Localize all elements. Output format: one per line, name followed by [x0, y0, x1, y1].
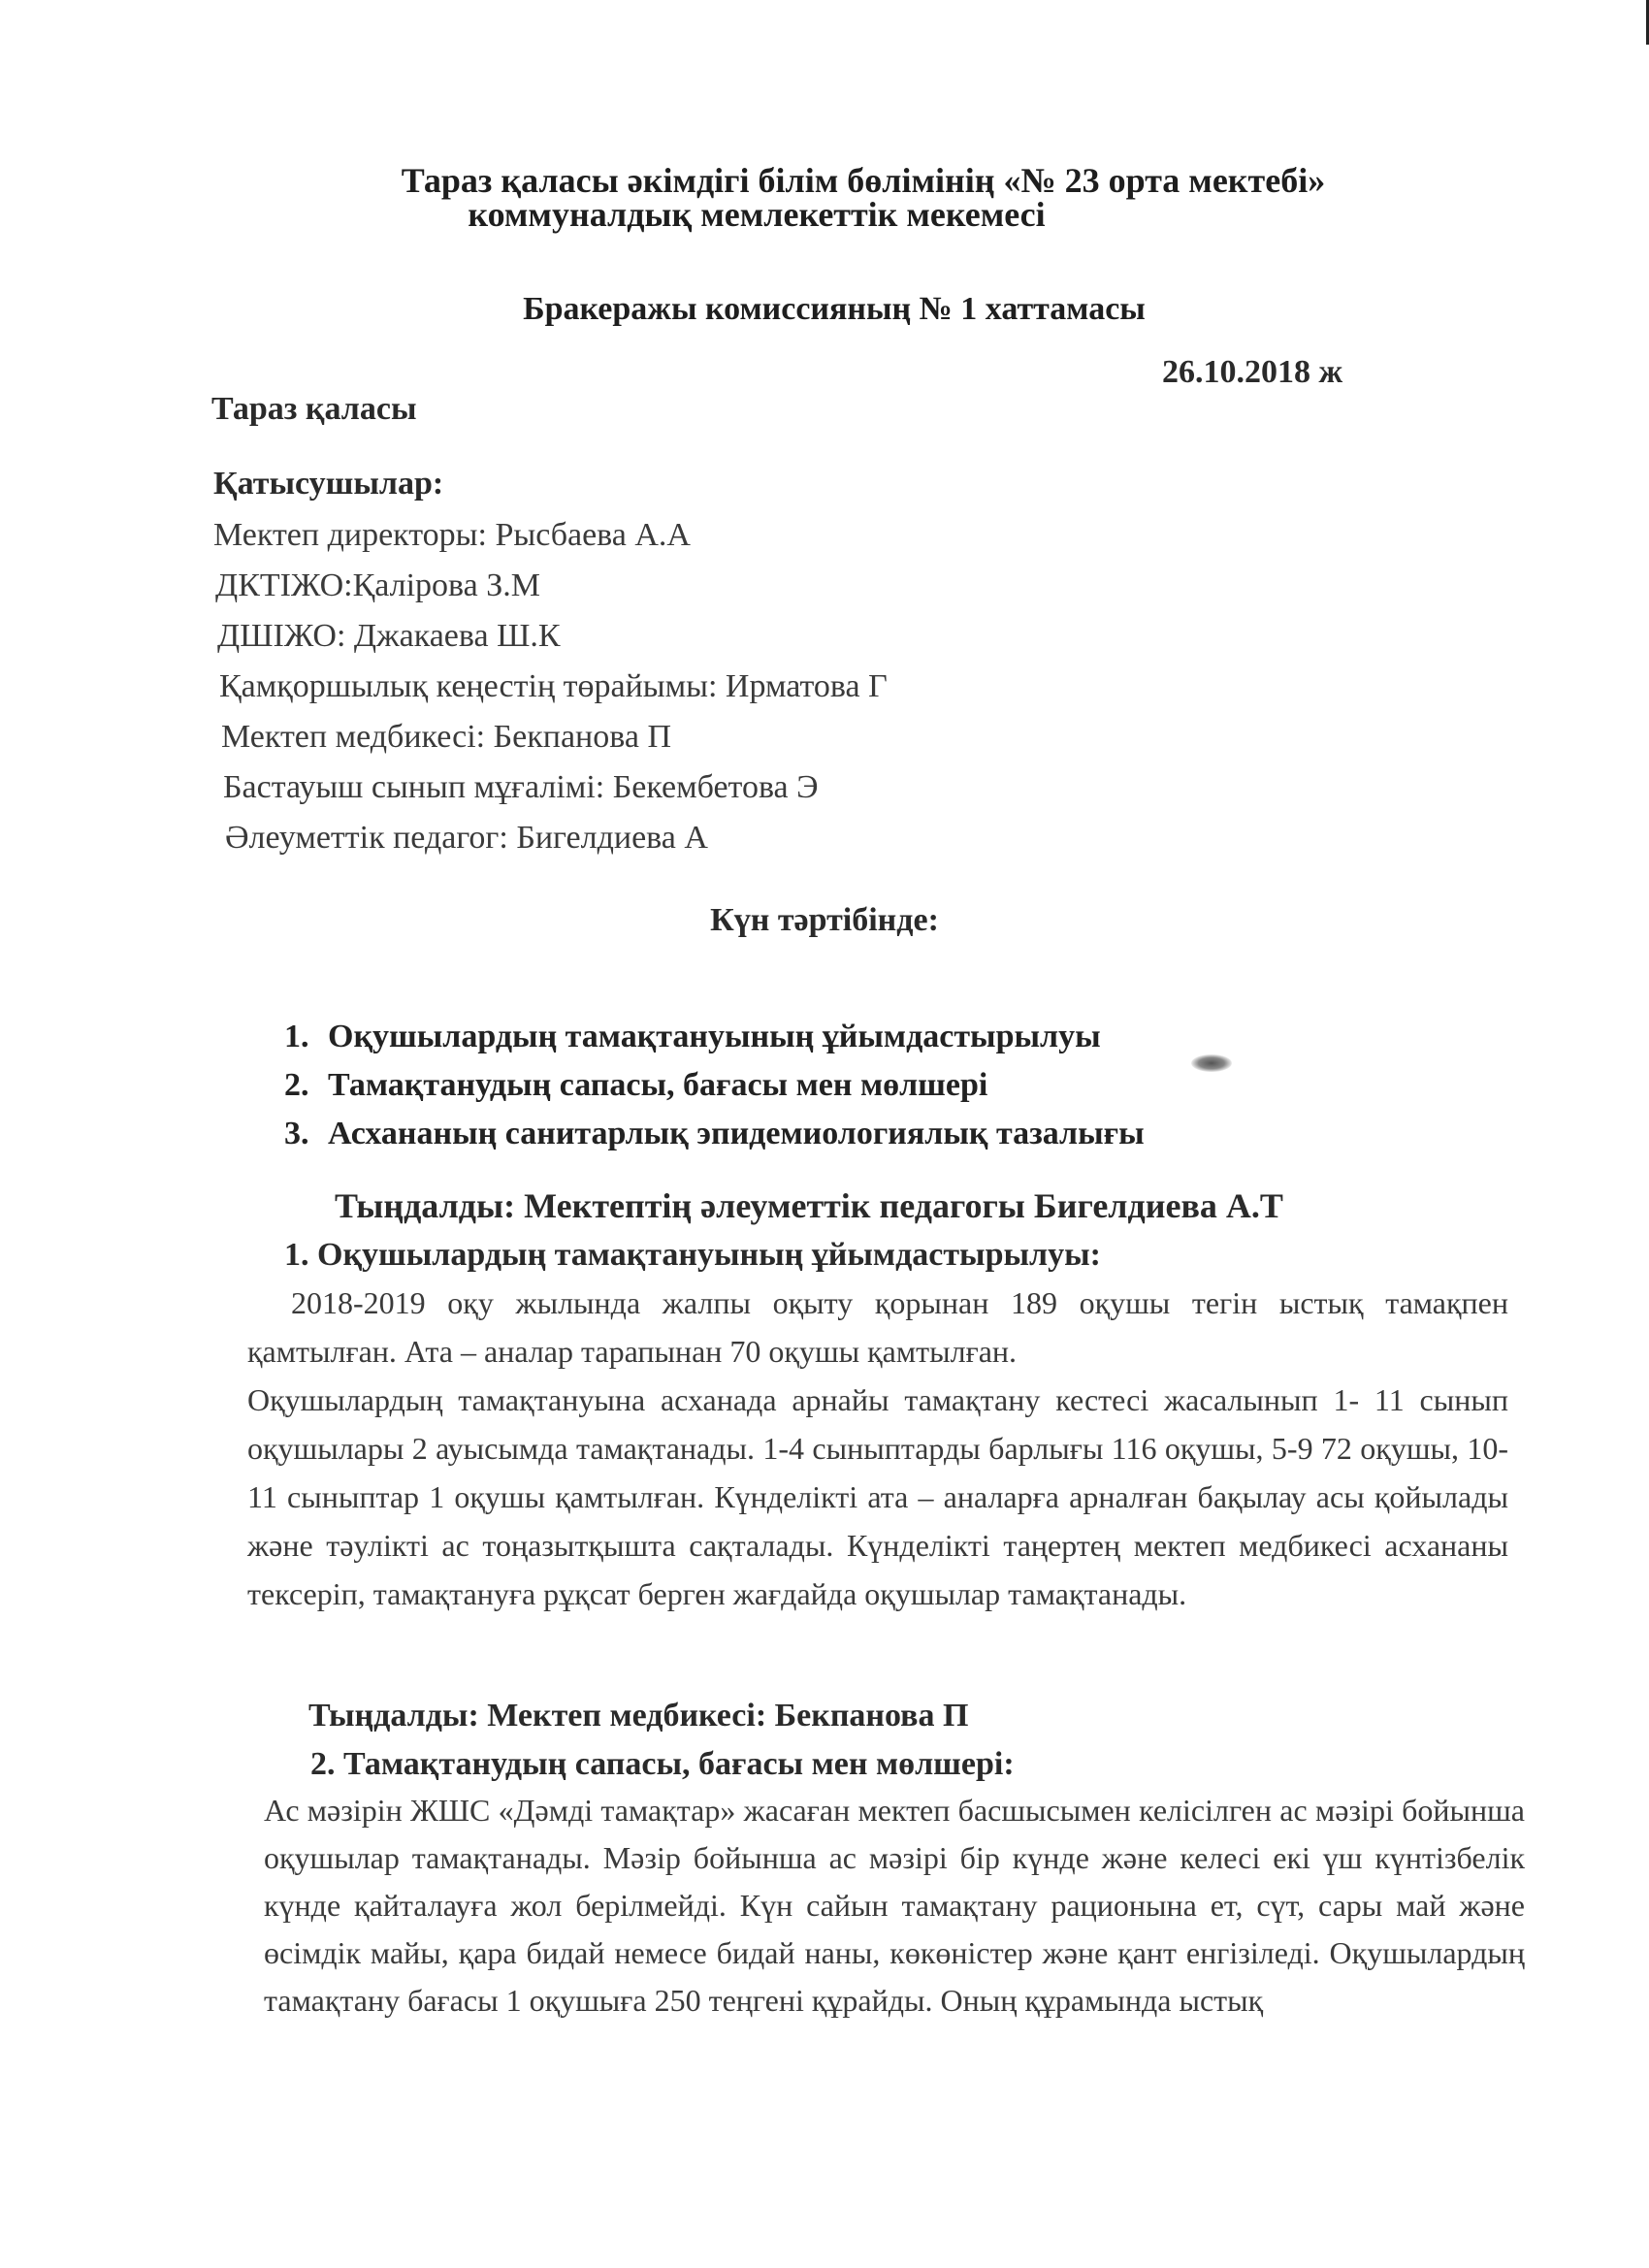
agenda-item — [284, 1019, 1101, 1055]
agenda-item — [284, 1067, 987, 1104]
participant-item: Мектеп медбикесі: Бекпанова П — [221, 719, 671, 755]
agenda-item-number: 3. — [284, 1116, 309, 1151]
city-name: Тараз қаласы — [211, 391, 417, 427]
section1-listened: Тыңдалды: Мектептің әлеуметтік педагогы Бигелдиева А.Т — [335, 1186, 1283, 1225]
participants-heading: Қатысушылар: — [213, 466, 444, 502]
participant-item: Бастауыш сынып мұғалімі: Бекембетова Э — [223, 769, 819, 805]
section2-body — [264, 1787, 1525, 2025]
section1-heading: 1. Оқушылардың тамақтануының ұйымдастырылуы: — [284, 1237, 1101, 1273]
agenda-item-number: 2. — [284, 1067, 309, 1103]
participant-item: Қамқоршылық кеңестің төрайымы: Ирматова Г — [219, 668, 888, 704]
agenda-item-number: 1. — [284, 1019, 309, 1054]
section2-paragraph: Ас мәзірін ЖШС «Дәмді тамақтар» жасаған мектеп басшысымен келісілген ас мәзірі бойынша оқушылар тамақтанады. Мәзір бойынша ас мәзірі бір күнде және келесі екі үш күнтізбелік күнде қайталауға жол берілмейді. Күн сайын тамақтану рационына ет, сүт, сары май және өсімдік майы, қара бидай немесе бидай наны, көкөністер және қант енгізіледі. Оқушылардың тамақтану бағасы 1 оқушыға 250 теңгені құрайды. Оның құрамында ыстық — [264, 1793, 1525, 2018]
header-line-2: коммуналдық мемлекеттік мекемесі — [468, 195, 1046, 234]
agenda-item-text: Тамақтанудың сапасы, бағасы мен мөлшері — [328, 1067, 988, 1103]
section1-paragraph: 2018-2019 оқу жылында жалпы оқыту қорынан 189 оқушы тегін ыстық тамақпен қамтылған. Ата – аналар тарапынан 70 оқушы қамтылған. — [247, 1285, 1508, 1369]
agenda-item-text: Оқушылардың тамақтануының ұйымдастырылуы — [328, 1019, 1101, 1054]
agenda-item — [284, 1116, 1145, 1152]
participant-item: ДШІЖО: Джакаева Ш.К — [217, 618, 561, 654]
protocol-date: 26.10.2018 ж — [1162, 354, 1343, 390]
protocol-title: Бракеражы комиссияның № 1 хаттамасы — [523, 291, 1146, 327]
section1-paragraph: Оқушылардың тамақтануына асханада арнайы тамақтану кестесі жасалынып 1- 11 сынып оқушылары 2 ауысымда тамақтанады. 1-4 сыныптарды барлығы 116 оқушы, 5-9 72 оқушы, 10-11 сыныптар 1 оқушы қамтылған. Күнделікті ата – аналарға арналған бақылау асы қойылады және тәулікті ас тоңазытқышта сақталады. Күнделікті таңертең мектеп медбикесі асхананы тексеріп, тамақтануға рұқсат берген жағдайда оқушылар тамақтанады. — [247, 1382, 1508, 1611]
participant-item: Әлеуметтік педагог: Бигелдиева А — [225, 820, 708, 856]
section1-body — [247, 1279, 1508, 1618]
scan-smudge — [1191, 1054, 1232, 1072]
participant-item: Мектеп директоры: Рысбаева А.А — [213, 517, 691, 553]
agenda-heading: Күн тәртібінде: — [710, 902, 939, 938]
section2-heading: 2. Тамақтанудың сапасы, бағасы мен мөлшері: — [310, 1746, 1015, 1782]
section2-listened: Тыңдалды: Мектеп медбикесі: Бекпанова П — [308, 1698, 969, 1733]
agenda-item-text: Асхананың санитарлық эпидемиологиялық тазалығы — [328, 1116, 1145, 1151]
header-line-1: Тараз қаласы әкімдігі білім бөлімінің «№ 23 орта мектебі» — [401, 161, 1326, 200]
participant-item: ДКТІЖО:Қалірова З.М — [215, 567, 541, 603]
